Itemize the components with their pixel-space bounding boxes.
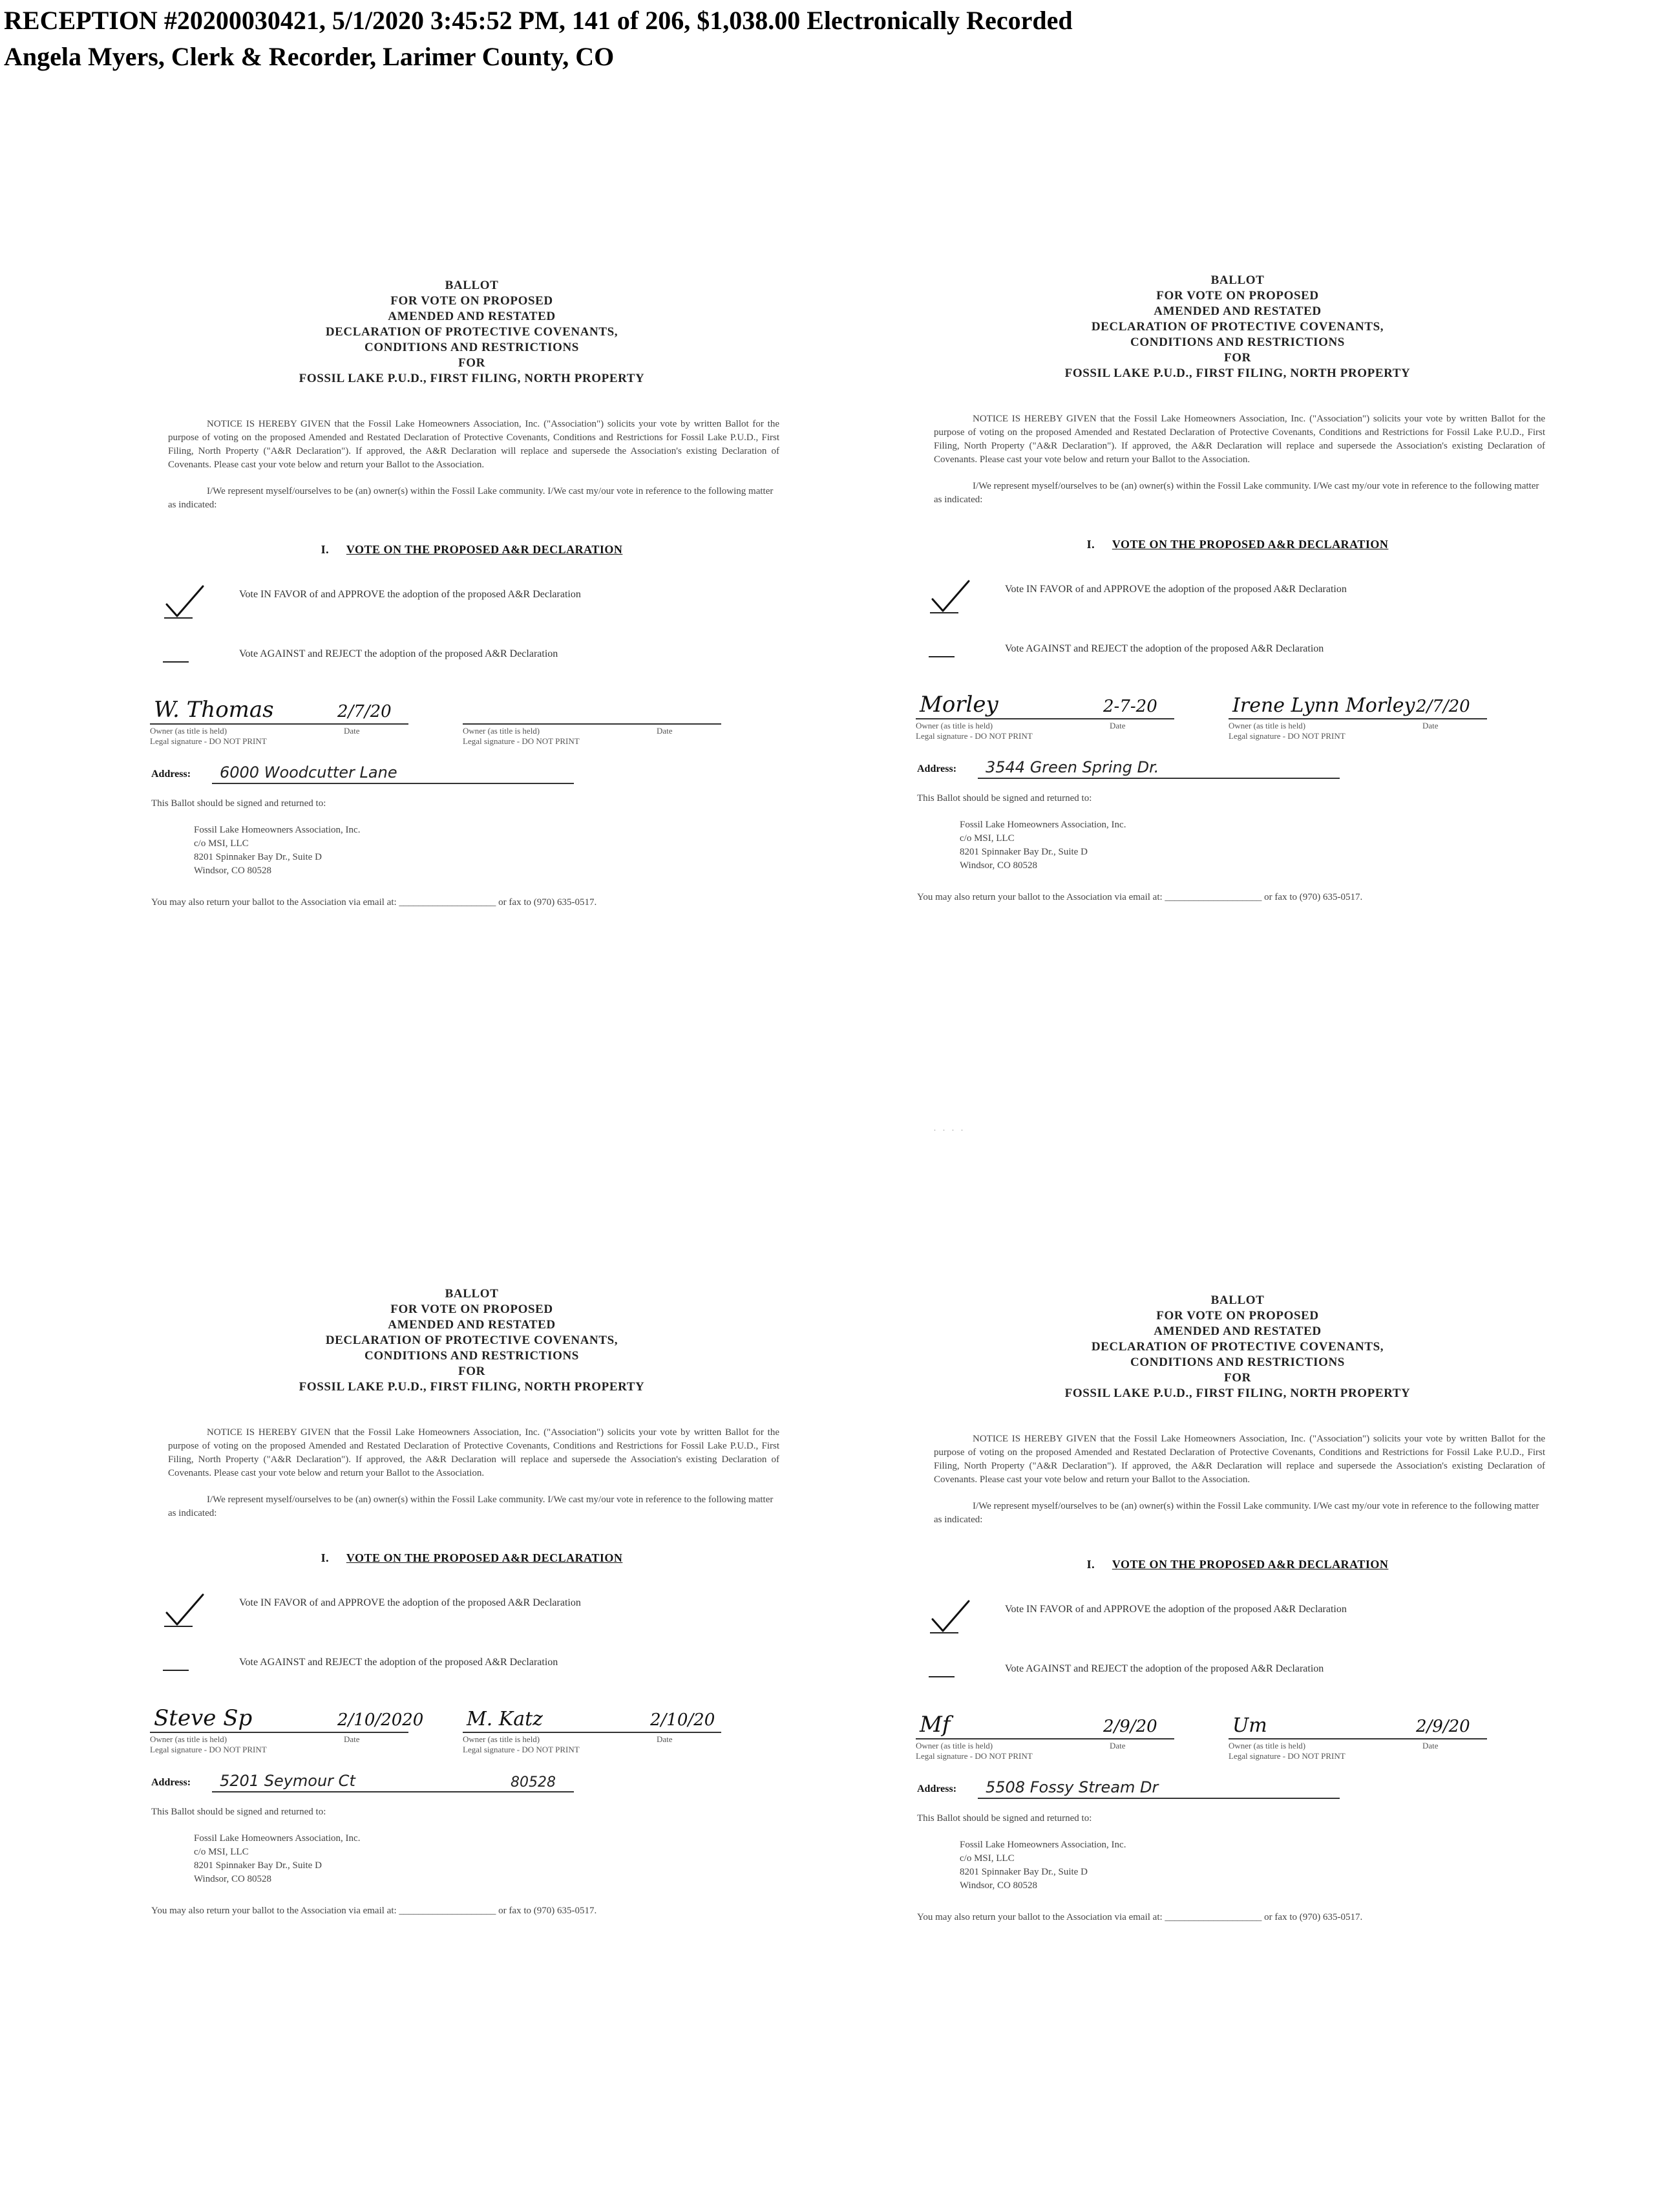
- legal-signature-caption: Legal signature - DO NOT PRINT: [916, 731, 1033, 741]
- ballot-title-line: AMENDED AND RESTATED: [1154, 1324, 1322, 1338]
- vote-against-blank: [929, 656, 955, 657]
- vote-favor-row: [914, 582, 1561, 604]
- svg-text:M. Katz: M. Katz: [467, 1708, 543, 1730]
- legal-signature-caption: Legal signature - DO NOT PRINT: [150, 736, 267, 746]
- owner-signature-1: [150, 688, 434, 753]
- signature-block: [914, 1703, 1561, 1768]
- vote-against-row: [149, 1655, 795, 1677]
- handwritten-address: 3544 Green Spring Dr.: [986, 758, 1159, 776]
- handwritten-address: 5201 Seymour Ct: [220, 1772, 355, 1790]
- section-title: VOTE ON THE PROPOSED A&R DECLARATION: [346, 1551, 623, 1564]
- notice-paragraph: NOTICE IS HEREBY GIVEN that the Fossil Lake Homeowners Association, Inc. ("Association") solicits your vote by written Ballot for the purpose of voting on the proposed Amended and Restated Declaration of Protective Covenants, Conditions and Restrictions for Fossil Lake P.U.D., First Filing, North Property ("A&R Declaration"). If approved, the A&R Declaration will replace and supersede the Association's existing Declaration of Covenants. Please cast your vote below and return your Ballot to the Association.: [168, 419, 779, 470]
- checkmark-icon: [163, 582, 208, 621]
- address-label: Address:: [151, 769, 191, 780]
- vote-favor-text: Vote IN FAVOR of and APPROVE the adoption of the proposed A&R Declaration: [239, 1597, 581, 1608]
- signature-line: [463, 1732, 721, 1733]
- owner-caption: Owner (as title is held): [150, 1734, 227, 1744]
- ballot-title-line: DECLARATION OF PROTECTIVE COVENANTS,: [1091, 320, 1384, 334]
- ballot-title-line: CONDITIONS AND RESTRICTIONS: [364, 1349, 579, 1363]
- handwritten-address: 5508 Fossy Stream Dr: [986, 1778, 1159, 1796]
- ballot-title-line: FOR VOTE ON PROPOSED: [1156, 1309, 1319, 1323]
- ballot-1: [149, 278, 795, 1092]
- signature-caption: [1229, 721, 1439, 730]
- ballot-title-line: FOSSIL LAKE P.U.D., FIRST FILING, NORTH PROPERTY: [299, 372, 645, 385]
- ballot-title-line: CONDITIONS AND RESTRICTIONS: [1130, 1356, 1345, 1369]
- return-instructions: This Ballot should be signed and returned to:: [151, 1807, 326, 1817]
- ballot-title-line: CONDITIONS AND RESTRICTIONS: [364, 341, 579, 354]
- email-fax-note: You may also return your ballot to the Association via email at: ____________________ or fax to (970) 635-0517.: [151, 897, 597, 908]
- legal-signature-caption: Legal signature - DO NOT PRINT: [916, 1751, 1033, 1761]
- svg-text:Mf: Mf: [920, 1712, 951, 1738]
- address-row: [914, 1780, 1561, 1803]
- owner-signature-2: [1229, 683, 1513, 748]
- ballot-title-line: CONDITIONS AND RESTRICTIONS: [1130, 335, 1345, 349]
- vote-against-blank: [163, 661, 189, 663]
- signature-block: [149, 688, 795, 753]
- ballot-3: [149, 1286, 795, 2101]
- stray-marks: . . . .: [934, 1123, 966, 1133]
- legal-signature-caption: Legal signature - DO NOT PRINT: [1229, 1751, 1346, 1761]
- address-line: [212, 783, 574, 784]
- owner-signature-1: [150, 1697, 434, 1761]
- address-row: [149, 765, 795, 788]
- email-fax-note: You may also return your ballot to the Association via email at: ____________________ or fax to (970) 635-0517.: [151, 1906, 597, 1916]
- section-title: VOTE ON THE PROPOSED A&R DECLARATION: [346, 543, 623, 556]
- vote-against-blank: [163, 1670, 189, 1671]
- return-address-line: Windsor, CO 80528: [194, 866, 272, 876]
- signature-line: [463, 723, 721, 725]
- vote-favor-row: [149, 588, 795, 610]
- section-heading: [149, 1551, 795, 1565]
- svg-text:2/7/20: 2/7/20: [1416, 697, 1470, 716]
- date-caption: Date: [1422, 721, 1439, 730]
- section-number: I.: [321, 1551, 330, 1564]
- vote-favor-text: Vote IN FAVOR of and APPROVE the adoption of the proposed A&R Declaration: [1005, 1604, 1347, 1615]
- vote-against-row: [914, 1662, 1561, 1684]
- vote-favor-row: [914, 1602, 1561, 1624]
- ballot-title-line: FOSSIL LAKE P.U.D., FIRST FILING, NORTH PROPERTY: [1064, 367, 1411, 380]
- return-address-line: 8201 Spinnaker Bay Dr., Suite D: [960, 847, 1088, 857]
- section-number: I.: [1086, 1558, 1095, 1571]
- return-address-line: c/o MSI, LLC: [960, 833, 1015, 844]
- ballot-title: [149, 278, 795, 387]
- legal-signature-caption: Legal signature - DO NOT PRINT: [150, 1745, 267, 1754]
- section-heading: [914, 538, 1561, 551]
- address-line: [978, 778, 1340, 779]
- ballot-title-line: AMENDED AND RESTATED: [388, 310, 556, 323]
- signature-1-scribble: [916, 683, 1200, 722]
- svg-text:Morley: Morley: [920, 692, 998, 718]
- signature-caption: [150, 726, 360, 736]
- return-instructions: This Ballot should be signed and returned to:: [151, 798, 326, 809]
- address-line: [978, 1798, 1340, 1799]
- ballot-4: [914, 1293, 1561, 2107]
- signature-1-scribble: [150, 1697, 434, 1736]
- return-address-line: Fossil Lake Homeowners Association, Inc.: [194, 1833, 361, 1844]
- ballot-title-line: BALLOT: [1210, 273, 1265, 287]
- return-address-line: 8201 Spinnaker Bay Dr., Suite D: [194, 852, 322, 862]
- vote-favor-text: Vote IN FAVOR of and APPROVE the adoption of the proposed A&R Declaration: [239, 589, 581, 600]
- address-row: [914, 760, 1561, 783]
- return-instructions: This Ballot should be signed and returned to:: [917, 1813, 1092, 1824]
- return-address-line: c/o MSI, LLC: [194, 838, 249, 849]
- owner-representation: I/We represent myself/ourselves to be (an) owner(s) within the Fossil Lake community. I/We cast my/our vote in reference to the following matter as indicated:: [934, 481, 1539, 505]
- owner-signature-2: [463, 688, 747, 753]
- date-caption: Date: [1422, 1741, 1439, 1750]
- signature-line: [1229, 1738, 1487, 1739]
- vote-against-text: Vote AGAINST and REJECT the adoption of the proposed A&R Declaration: [1005, 643, 1324, 654]
- address-label: Address:: [917, 1783, 957, 1794]
- checkmark-icon: [929, 577, 974, 616]
- owner-signature-1: [916, 683, 1200, 748]
- vote-against-row: [149, 647, 795, 669]
- signature-2-scribble: [463, 1697, 747, 1736]
- signature-line: [150, 723, 408, 725]
- address-label: Address:: [151, 1777, 191, 1788]
- signature-line: [150, 1732, 408, 1733]
- legal-signature-caption: Legal signature - DO NOT PRINT: [463, 736, 580, 746]
- address-row: [149, 1773, 795, 1796]
- legal-signature-caption: Legal signature - DO NOT PRINT: [1229, 731, 1346, 741]
- owner-representation: I/We represent myself/ourselves to be (an) owner(s) within the Fossil Lake community. I/We cast my/our vote in reference to the following matter as indicated:: [168, 486, 774, 510]
- date-caption: Date: [1110, 721, 1126, 730]
- section-heading: [149, 543, 795, 557]
- section-number: I.: [321, 543, 330, 556]
- date-caption: Date: [344, 726, 360, 736]
- signature-caption: [1229, 1741, 1439, 1750]
- svg-text:Steve Sp: Steve Sp: [154, 1705, 253, 1731]
- address-label: Address:: [917, 763, 957, 774]
- section-number: I.: [1086, 538, 1095, 551]
- owner-representation: I/We represent myself/ourselves to be (an) owner(s) within the Fossil Lake community. I/We cast my/our vote in reference to the following matter as indicated:: [934, 1501, 1539, 1525]
- ballot-title-line: FOSSIL LAKE P.U.D., FIRST FILING, NORTH PROPERTY: [1064, 1387, 1411, 1400]
- notice-paragraph: NOTICE IS HEREBY GIVEN that the Fossil Lake Homeowners Association, Inc. ("Association") solicits your vote by written Ballot for the purpose of voting on the proposed Amended and Restated Declaration of Protective Covenants, Conditions and Restrictions for Fossil Lake P.U.D., First Filing, North Property ("A&R Declaration"). If approved, the A&R Declaration will replace and supersede the Association's existing Declaration of Covenants. Please cast your vote below and return your Ballot to the Association.: [168, 1427, 779, 1478]
- ballot-title-line: AMENDED AND RESTATED: [388, 1318, 556, 1332]
- return-instructions: This Ballot should be signed and returned to:: [917, 793, 1092, 803]
- signature-line: [916, 1738, 1174, 1739]
- date-caption: Date: [657, 726, 673, 736]
- signature-caption: [463, 726, 673, 736]
- ballot-title-line: BALLOT: [445, 279, 499, 292]
- vote-against-text: Vote AGAINST and REJECT the adoption of the proposed A&R Declaration: [1005, 1663, 1324, 1674]
- signature-caption: [463, 1734, 673, 1744]
- section-title: VOTE ON THE PROPOSED A&R DECLARATION: [1112, 538, 1389, 551]
- return-address-line: c/o MSI, LLC: [194, 1847, 249, 1857]
- signature-2-scribble: [463, 688, 747, 727]
- return-address-line: 8201 Spinnaker Bay Dr., Suite D: [194, 1860, 322, 1871]
- ballot-title-line: FOR VOTE ON PROPOSED: [390, 1303, 553, 1316]
- signature-caption: [150, 1734, 360, 1744]
- signature-1-scribble: [916, 1703, 1200, 1742]
- ballot-title-line: BALLOT: [1210, 1293, 1265, 1307]
- signature-2-scribble: [1229, 1703, 1513, 1742]
- ballot-title-line: FOR: [1224, 1371, 1251, 1385]
- owner-caption: Owner (as title is held): [463, 1734, 540, 1744]
- vote-against-text: Vote AGAINST and REJECT the adoption of the proposed A&R Declaration: [239, 1657, 558, 1668]
- ballot-title-line: FOR VOTE ON PROPOSED: [390, 294, 553, 308]
- owner-representation: I/We represent myself/ourselves to be (an) owner(s) within the Fossil Lake community. I/We cast my/our vote in reference to the following matter as indicated:: [168, 1494, 774, 1518]
- owner-signature-2: [1229, 1703, 1513, 1768]
- notice-paragraph: NOTICE IS HEREBY GIVEN that the Fossil Lake Homeowners Association, Inc. ("Association") solicits your vote by written Ballot for the purpose of voting on the proposed Amended and Restated Declaration of Protective Covenants, Conditions and Restrictions for Fossil Lake P.U.D., First Filing, North Property ("A&R Declaration"). If approved, the A&R Declaration will replace and supersede the Association's existing Declaration of Covenants. Please cast your vote below and return your Ballot to the Association.: [934, 1434, 1545, 1485]
- ballot-title-line: FOR: [1224, 351, 1251, 365]
- signature-2-scribble: [1229, 683, 1513, 722]
- ballot-title-line: AMENDED AND RESTATED: [1154, 304, 1322, 318]
- owner-caption: Owner (as title is held): [1229, 721, 1306, 730]
- checkmark-icon: [163, 1591, 208, 1630]
- ballot-title-line: FOR VOTE ON PROPOSED: [1156, 289, 1319, 303]
- return-address-line: Windsor, CO 80528: [960, 860, 1038, 871]
- address-line: [212, 1791, 574, 1792]
- email-fax-note: You may also return your ballot to the Association via email at: ____________________ or fax to (970) 635-0517.: [917, 892, 1363, 902]
- owner-caption: Owner (as title is held): [916, 1741, 993, 1750]
- vote-favor-text: Vote IN FAVOR of and APPROVE the adoption of the proposed A&R Declaration: [1005, 584, 1347, 595]
- return-address-line: Windsor, CO 80528: [960, 1880, 1038, 1891]
- owner-caption: Owner (as title is held): [463, 726, 540, 736]
- svg-text:W. Thomas: W. Thomas: [154, 697, 274, 723]
- svg-text:Irene Lynn Morley: Irene Lynn Morley: [1232, 694, 1415, 717]
- vote-against-row: [914, 642, 1561, 664]
- ballot-title-line: FOSSIL LAKE P.U.D., FIRST FILING, NORTH PROPERTY: [299, 1380, 645, 1394]
- svg-text:2-7-20: 2-7-20: [1103, 697, 1157, 716]
- svg-text:2/7/20: 2/7/20: [337, 702, 392, 721]
- svg-text:2/9/20: 2/9/20: [1103, 1717, 1157, 1736]
- return-address: [194, 1832, 795, 1886]
- return-address: [960, 818, 1561, 873]
- signature-caption: [916, 1741, 1126, 1750]
- owner-caption: Owner (as title is held): [1229, 1741, 1306, 1750]
- ballot-title-line: DECLARATION OF PROTECTIVE COVENANTS,: [325, 325, 618, 339]
- ballot-title-line: BALLOT: [445, 1287, 499, 1301]
- return-address: [194, 824, 795, 878]
- signature-block: [149, 1697, 795, 1761]
- ballot-title: [914, 1293, 1561, 1401]
- recording-header-line1: RECEPTION #20200030421, 5/1/2020 3:45:52 PM, 141 of 206, $1,038.00 Electronically Recorded: [4, 6, 1073, 35]
- svg-text:2/9/20: 2/9/20: [1416, 1717, 1470, 1736]
- signature-line: [1229, 718, 1487, 719]
- recording-header-line2: Angela Myers, Clerk & Recorder, Larimer County, CO: [4, 42, 615, 71]
- vote-against-text: Vote AGAINST and REJECT the adoption of the proposed A&R Declaration: [239, 648, 558, 659]
- handwritten-address: 6000 Woodcutter Lane: [220, 763, 397, 782]
- ballot-title: [914, 273, 1561, 381]
- owner-signature-2: [463, 1697, 747, 1761]
- ballot-title-line: FOR: [458, 1365, 485, 1378]
- return-address-line: Fossil Lake Homeowners Association, Inc.: [960, 1840, 1126, 1850]
- date-caption: Date: [657, 1734, 673, 1744]
- owner-caption: Owner (as title is held): [150, 726, 227, 736]
- svg-text:Um: Um: [1232, 1714, 1267, 1737]
- section-heading: [914, 1558, 1561, 1571]
- section-title: VOTE ON THE PROPOSED A&R DECLARATION: [1112, 1558, 1389, 1571]
- handwritten-zip: 80528: [511, 1774, 556, 1791]
- notice-paragraph: NOTICE IS HEREBY GIVEN that the Fossil Lake Homeowners Association, Inc. ("Association") solicits your vote by written Ballot for the purpose of voting on the proposed Amended and Restated Declaration of Protective Covenants, Conditions and Restrictions for Fossil Lake P.U.D., First Filing, North Property ("A&R Declaration"). If approved, the A&R Declaration will replace and supersede the Association's existing Declaration of Covenants. Please cast your vote below and return your Ballot to the Association.: [934, 414, 1545, 465]
- return-address-line: Windsor, CO 80528: [194, 1874, 272, 1884]
- date-caption: Date: [344, 1734, 360, 1744]
- return-address: [960, 1838, 1561, 1893]
- vote-against-blank: [929, 1676, 955, 1677]
- signature-caption: [916, 721, 1126, 730]
- owner-caption: Owner (as title is held): [916, 721, 993, 730]
- signature-block: [914, 683, 1561, 748]
- ballot-title: [149, 1286, 795, 1395]
- email-fax-note: You may also return your ballot to the Association via email at: ____________________ or fax to (970) 635-0517.: [917, 1912, 1363, 1922]
- svg-text:2/10/20: 2/10/20: [650, 1710, 715, 1730]
- signature-1-scribble: [150, 688, 434, 727]
- return-address-line: c/o MSI, LLC: [960, 1853, 1015, 1864]
- ballot-title-line: FOR: [458, 356, 485, 370]
- recording-header: [4, 3, 1073, 75]
- return-address-line: Fossil Lake Homeowners Association, Inc.: [960, 820, 1126, 830]
- vote-favor-row: [149, 1596, 795, 1618]
- ballot-title-line: DECLARATION OF PROTECTIVE COVENANTS,: [325, 1334, 618, 1347]
- svg-text:2/10/2020: 2/10/2020: [337, 1710, 424, 1730]
- signature-line: [916, 718, 1174, 719]
- owner-signature-1: [916, 1703, 1200, 1768]
- ballot-2: [914, 273, 1561, 1087]
- legal-signature-caption: Legal signature - DO NOT PRINT: [463, 1745, 580, 1754]
- return-address-line: 8201 Spinnaker Bay Dr., Suite D: [960, 1867, 1088, 1877]
- date-caption: Date: [1110, 1741, 1126, 1750]
- return-address-line: Fossil Lake Homeowners Association, Inc.: [194, 825, 361, 835]
- ballot-title-line: DECLARATION OF PROTECTIVE COVENANTS,: [1091, 1340, 1384, 1354]
- checkmark-icon: [929, 1597, 974, 1636]
